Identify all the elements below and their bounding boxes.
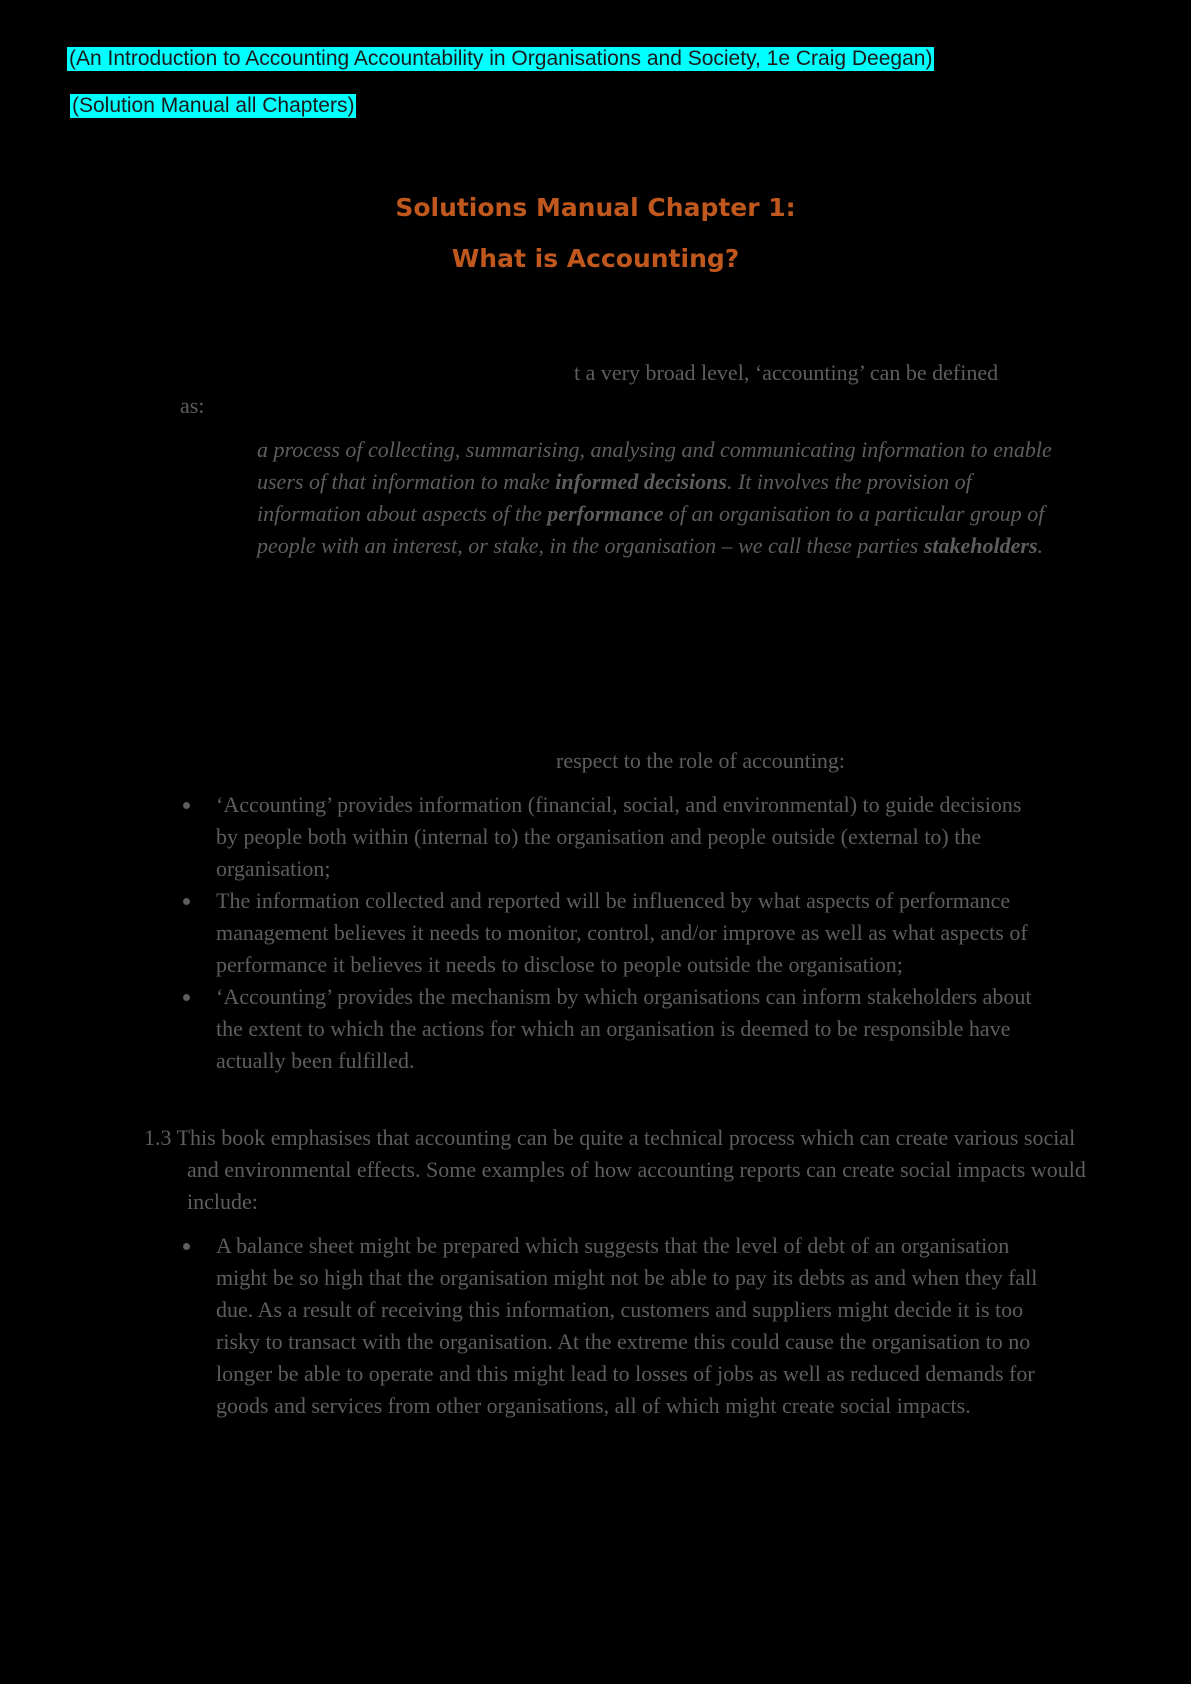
quote-text: . xyxy=(1037,533,1044,558)
solution-manual-highlight: (Solution Manual all Chapters) xyxy=(72,94,355,117)
list-item xyxy=(180,981,1040,1077)
quote-text: of an organisation to a particular group of people with an interest, or stake, in the organisation – we call these parties xyxy=(257,501,1045,558)
list-item-text: ‘Accounting’ provides information (financial, social, and environmental) to guide decisions by people both within (internal to) the organisation and people outside (external to) the organisation; xyxy=(216,792,1022,881)
quote-bold-stakeholders: stakeholders xyxy=(923,533,1038,558)
bullet-icon xyxy=(183,1243,190,1250)
bullet-icon xyxy=(183,802,190,809)
social-impacts-bullet-list xyxy=(180,1230,1060,1422)
bullet-icon xyxy=(183,994,190,1001)
quote-text: a process of collecting, summarising, analysing and communicating information to enable users of that information to make xyxy=(257,437,1052,494)
bullet-icon xyxy=(183,898,190,905)
intro-text: t a very broad level, ‘accounting’ can be defined xyxy=(574,360,999,385)
chapter-title: Solutions Manual Chapter 1: xyxy=(395,193,796,222)
list-item xyxy=(180,789,1040,885)
quote-bold-performance: performance xyxy=(547,501,664,526)
quote-bold-informed-decisions: informed decisions xyxy=(555,469,727,494)
intro-continuation: as: xyxy=(180,393,205,418)
quote-text: . It involves the provision of information about aspects of the xyxy=(257,469,972,526)
section-1-3-paragraph: 1.3 This book emphasises that accounting can be quite a technical process which can create various social and environmental effects. Some examples of how accounting reports can create social impacts would include: xyxy=(144,1125,1086,1214)
list-item-text: A balance sheet might be prepared which suggests that the level of debt of an organisation might be so high that the organisation might not be able to pay its debts as and when they fall due. As a result of receiving this information, customers and suppliers might decide it is too risky to transact with the organisation. At the extreme this could cause the organisation to no longer be able to operate and this might lead to losses of jobs as well as reduced demands for goods and services from other organisations, all of which might create social impacts. xyxy=(216,1233,1038,1418)
book-title-highlight: (An Introduction to Accounting Accountability in Organisations and Society, 1e Craig Deegan) xyxy=(69,47,933,70)
role-intro-text: respect to the role of accounting: xyxy=(556,748,845,773)
list-item-text: ‘Accounting’ provides the mechanism by which organisations can inform stakeholders about the extent to which the actions for which an organisation is deemed to be responsible have actually been fulfilled. xyxy=(216,984,1032,1073)
list-item xyxy=(180,1230,1060,1422)
list-item-text: The information collected and reported will be influenced by what aspects of performance management believes it needs to monitor, control, and/or improve as well as what aspects of performance it believes it needs to disclose to people outside the organisation; xyxy=(216,888,1028,977)
role-bullet-list xyxy=(180,789,1040,1077)
accounting-definition-quote xyxy=(257,434,1057,562)
list-item xyxy=(180,885,1040,981)
chapter-subtitle: What is Accounting? xyxy=(451,244,740,273)
